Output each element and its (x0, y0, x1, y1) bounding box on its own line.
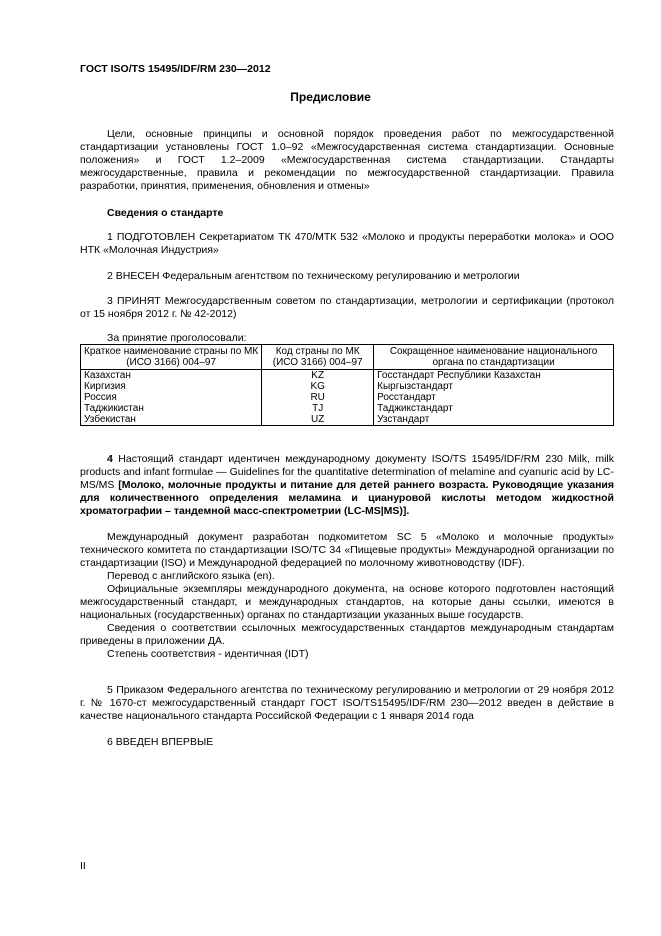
table-header-body: Сокращенное наименование национального органа по стандартизации (374, 345, 614, 370)
item-4-russian-title: [Молоко, молочные продукты и питание для детей раннего возраста. Руководящие указания для количественного определения меламина и циануровой кислоты методом жидкостной хроматографии – тандемной масс-спектрометрии (LC-MS|MS)]. (80, 479, 614, 517)
code-cell: KZ (262, 370, 374, 382)
intl-doc-block (80, 531, 614, 661)
item-1-prepared: 1 ПОДГОТОВЛЕН Секретариатом ТК 470/МТК 532 «Молоко и продукты переработки молока» и ООО НТК «Молочная Индустрия» (80, 231, 614, 256)
country-cell: Россия (81, 392, 262, 403)
translation-paragraph: Перевод с английского языка (en). (107, 570, 275, 582)
page-number: II (80, 860, 86, 872)
document-header: ГОСТ ISO/TS 15495/IDF/RM 230—2012 (80, 63, 271, 75)
country-cell: Узбекистан (81, 414, 262, 426)
body-cell: Таджикстандарт (374, 403, 614, 414)
country-cell: Киргизия (81, 381, 262, 392)
table-row (81, 414, 614, 426)
item-2-introduced: 2 ВНЕСЕН Федеральным агентством по техническому регулированию и метрологии (107, 270, 520, 282)
page-title: Предисловие (290, 90, 371, 104)
item-4-text: Настоящий стандарт идентичен международному документу ISO/TS 15495/IDF/RM 230 Milk, milk products and infant formulae — Guidelines for the quantitative determination of melamine and cyanuric acid by LC-MS/MS (80, 453, 614, 491)
body-cell: Кыргызстандарт (374, 381, 614, 392)
item-6-first-introduced: 6 ВВЕДЕН ВПЕРВЫЕ (107, 736, 214, 748)
table-header-code: Код страны по МК (ИСО 3166) 004–97 (262, 345, 374, 370)
country-cell: Казахстан (81, 370, 262, 382)
vote-caption: За принятие проголосовали: (107, 332, 247, 344)
table-row (81, 403, 614, 414)
body-cell: Госстандарт Республики Казахстан (374, 370, 614, 382)
item-3-adopted: 3 ПРИНЯТ Межгосударственным советом по стандартизации, метрологии и сертификации (протокол от 15 ноября 2012 г. № 42-2012) (80, 295, 614, 320)
intl-doc-paragraph: Международный документ разработан подкомитетом SC 5 «Молоко и молочные продукты» технического комитета по стандартизации ISO/TC 34 «Пищевые продукты» Международной организации по стандартизации (ISO) и Международной федерацией по молочному животноводству (IDF). (80, 531, 614, 569)
table-header-country: Краткое наименование страны по МК (ИСО 3166) 004–97 (81, 345, 262, 370)
table-row (81, 392, 614, 403)
item-5-order: 5 Приказом Федерального агентства по техническому регулированию и метрологии от 29 ноября 2012 г. № 1670-ст межгосударственный стандарт ГОСТ ISO/TS15495/IDF/RM 230—2012 введен в действие в качестве национального стандарта Российской Федерации с 1 января 2014 года (80, 684, 614, 722)
intro-paragraph: Цели, основные принципы и основной порядок проведения работ по межгосударственной стандартизации установлены ГОСТ 1.0–92 «Межгосударственная система стандартизации. Основные положения» и ГОСТ 1.2–2009 «Межгосударственная система стандартизации. Стандарты межгосударственные, правила и рекомендации по межгосударственной стандартизации. Правила разработки, принятия, применения, обновления и отмены» (80, 128, 614, 192)
country-cell: Таджикистан (81, 403, 262, 414)
body-cell: Узстандарт (374, 414, 614, 426)
code-cell: UZ (262, 414, 374, 426)
degree-paragraph: Степень соответствия - идентичная (IDT) (107, 648, 309, 660)
body-cell: Росстандарт (374, 392, 614, 403)
code-cell: TJ (262, 403, 374, 414)
references-paragraph: Сведения о соответствии ссылочных межгосударственных стандартов международным стандартам приведены в приложении ДА. (80, 622, 614, 647)
copies-paragraph: Официальные экземпляры международного документа, на основе которого подготовлен настоящий межгосударственный стандарт, и международных стандартов, на которые даны ссылки, имеются в национальных (государственных) органах по стандартизации указанных выше государств. (80, 583, 614, 621)
code-cell: RU (262, 392, 374, 403)
item-4-number: 4 (107, 453, 113, 465)
voting-table (80, 344, 614, 426)
table-row (81, 370, 614, 382)
code-cell: KG (262, 381, 374, 392)
info-heading: Сведения о стандарте (107, 207, 224, 219)
table-row (81, 381, 614, 392)
item-4-identical (80, 453, 614, 518)
